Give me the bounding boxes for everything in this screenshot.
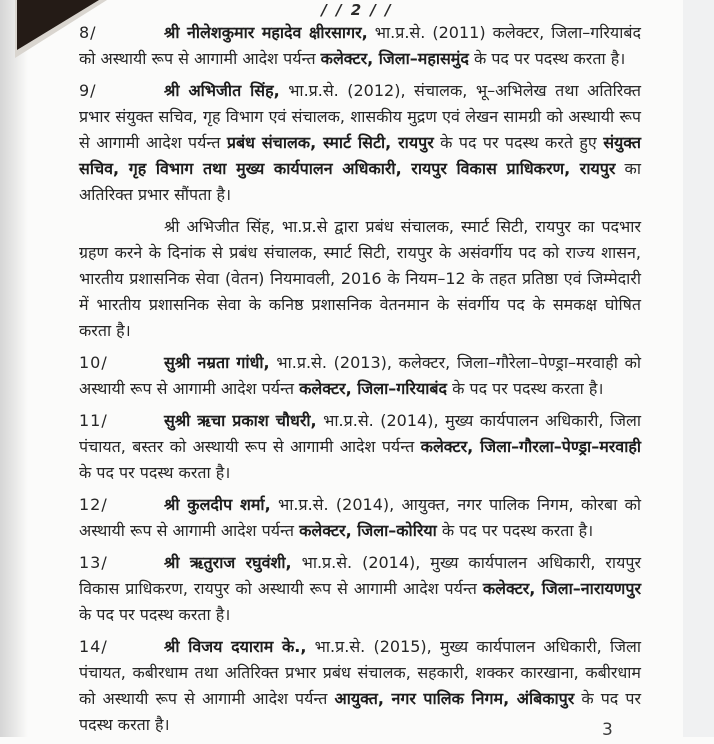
text-segment: प्रबंध संचालक, स्मार्ट सिटी, रायपुर [226,133,434,152]
order-item-paragraph [79,20,641,72]
text-segment: के पद पर पदस्थ करता है। [79,605,231,624]
text-segment: श्री अभिजीत सिंह, भा.प्र.से द्वारा प्रबंध संचालक, स्मार्ट सिटी, रायपुर का पदभार ग्रहण करने के दिनांक से प्रबंध संचालक, स्मार्ट सिटी, रायपुर के असंवर्गीय पद को राज्य शासन, भारतीय प्रशासनिक सेवा (वेतन) नियमावली, 2016 के नियम–12 के तहत प्रतिष्ठा एवं जिम्मेदारी में भारतीय प्रशासनिक सेवा के कनिष्ठ प्रशासनिक वेतनमान के संवर्गीय पद के समकक्ष घोषित करता है। [79,217,641,340]
text-segment: भा.प्र.से. (2012), संचालक, भू–अभिलेख तथा अतिरिक्त प्रभार संयुक्त सचिव, गृह विभाग एवं संचालक, शासकीय मुद्रण एवं लेखन सामग्री को अस्थायी रूप से आगामी आदेश पर्यन्त [79,81,641,152]
order-item-paragraph [79,634,641,738]
item-number: 12/ [79,495,108,514]
text-segment: के पद पर पदस्थ करता है। [79,689,641,734]
order-item-paragraph [79,78,641,208]
page-header-number: / / 2 / / [321,1,393,19]
text-segment: कलेक्टर, जिला–गौरला–पेण्ड्रा–मरवाही [420,437,641,456]
item-number: 8/ [79,23,97,42]
text-segment: श्री कुलदीप शर्मा, [164,495,271,514]
item-number: 11/ [79,411,108,430]
order-item-paragraph [79,550,641,628]
text-segment: के पद पर पदस्थ करता है। [447,379,604,398]
scan-left-edge-shadow [0,0,28,737]
text-segment: के पद पर पदस्थ करते हुए [433,133,604,152]
text-segment: आयुक्त, नगर पालिक निगम, अंबिकापुर [334,689,575,708]
item-number: 13/ [79,553,108,572]
continuation-paragraph [79,214,641,344]
text-segment: श्री ऋतुराज रघुवंशी, [164,553,292,572]
text-segment: कलेक्टर, जिला–गरियाबंद [299,379,448,398]
text-segment: भा.प्र.से. (2015), मुख्य कार्यपालन अधिकारी, जिला पंचायत, कबीरधाम तथा अतिरिक्त प्रभार प्रबंध संचालक, सहकारी, शक्कर कारखाना, कबीरधाम को अस्थायी रूप से आगामी आदेश पर्यन्त [79,637,641,708]
order-item-paragraph [79,408,641,486]
text-segment: श्री विजय दयाराम के., [164,637,307,656]
order-item-paragraph [79,350,641,402]
text-segment: भा.प्र.से. (2014), मुख्य कार्यपालन अधिकारी, जिला पंचायत, बस्तर को अस्थायी रूप से आगामी आदेश पर्यन्त [79,411,641,456]
text-segment: भा.प्र.से. (2013), कलेक्टर, जिला–गौरेला–पेण्ड्रा–मरवाही को अस्थायी रूप से आगामी आदेश पर्यन्त [79,353,641,398]
text-segment: कलेक्टर, जिला–महासमुंद [320,49,469,68]
order-item-paragraph [79,492,641,544]
text-segment: संयुक्त सचिव, गृह विभाग तथा मुख्य कार्यपालन अधिकारी, रायपुर विकास प्राधिकरण, रायपुर [79,133,641,178]
document-body [79,20,641,744]
item-number: 9/ [79,81,97,100]
text-segment: सुश्री ऋचा प्रकाश चौधरी, [164,411,317,430]
text-segment: श्री अभिजीत सिंह, [164,81,280,100]
item-number: 10/ [79,353,108,372]
text-segment: भा.प्र.से. (2011) कलेक्टर, जिला–गरियाबंद को अस्थायी रूप से आगामी आदेश पर्यन्त [79,23,641,68]
scan-right-edge-shadow [683,0,714,737]
text-segment: श्री नीलेशकुमार महादेव क्षीरसागर, [164,23,368,42]
text-segment: भा.प्र.से. (2014), आयुक्त, नगर पालिक निगम, कोरबा को अस्थायी रूप से आगामी आदेश पर्यन्त [79,495,642,540]
text-segment: के पद पर पदस्थ करता है। [79,463,231,482]
text-segment: भा.प्र.से. (2014), मुख्य कार्यपालन अधिकारी, रायपुर विकास प्राधिकरण, रायपुर को अस्थायी रूप से आगामी आदेश पर्यन्त [79,553,641,598]
text-segment: के पद पर पदस्थ करता है। [436,521,594,540]
text-segment: सुश्री नम्रता गांधी, [164,353,270,372]
text-segment: कलेक्टर, जिला–नारायणपुर [482,579,641,598]
text-segment: के पद पर पदस्थ करता है। [468,49,626,68]
text-segment: का अतिरिक्त प्रभार सौंपता है। [79,159,641,204]
item-number: 14/ [79,637,108,656]
text-segment: कलेक्टर, जिला–कोरिया [299,521,437,540]
footer-page-number: 3 [602,720,613,740]
